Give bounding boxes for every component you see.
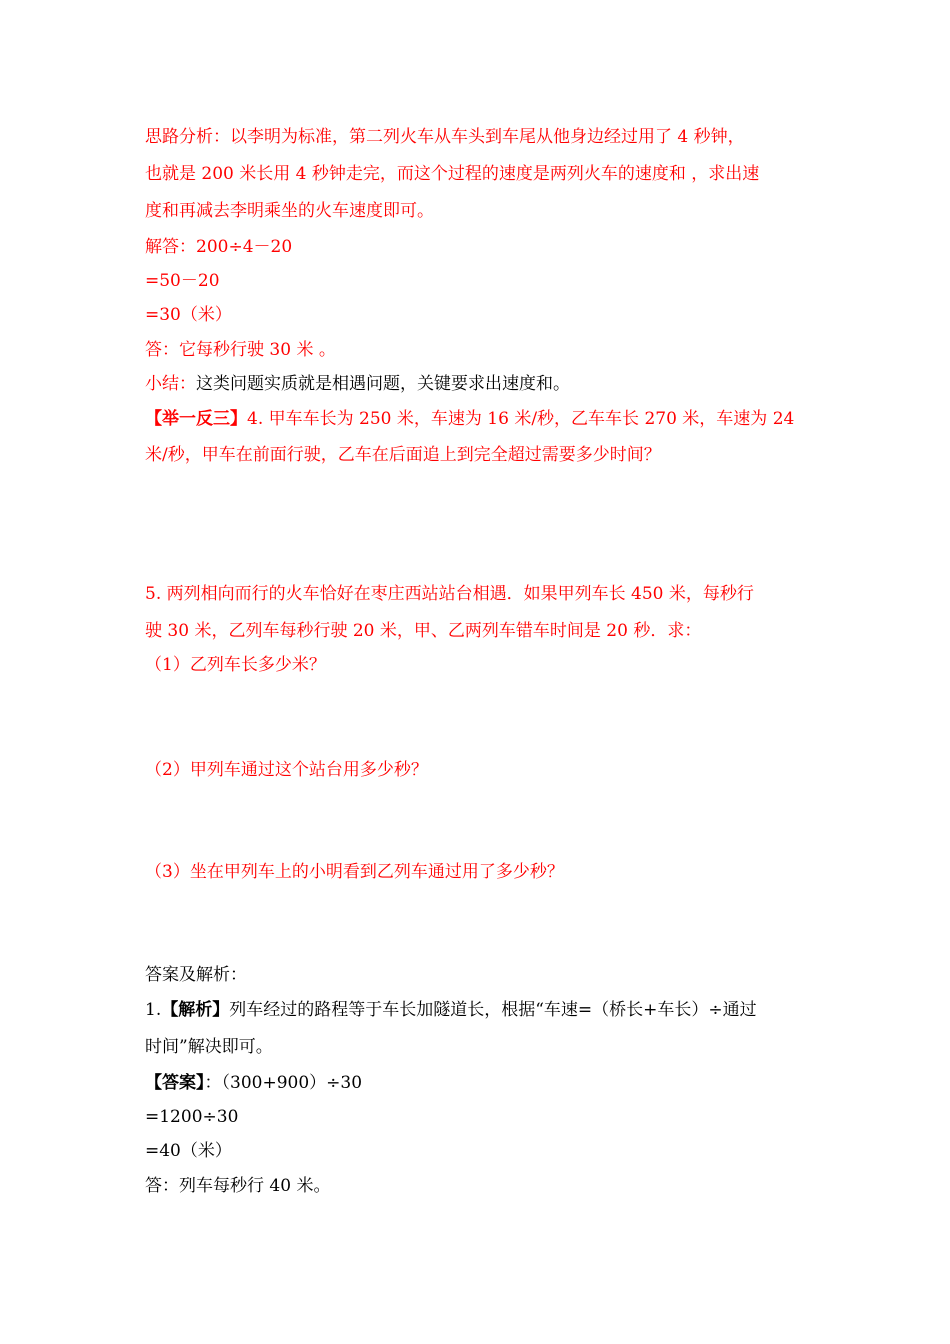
analysis-line-2: 也就是 200 米长用 4 秒钟走完，而这个过程的速度是两列火车的速度和 ，求出速: [145, 164, 760, 184]
practice-tag: 【举一反三】: [145, 409, 247, 429]
analysis-tag: 【解析】: [161, 1000, 230, 1020]
answer-1-final: 答：列车每秒行 40 米。: [145, 1176, 331, 1196]
problem-5-line-2: 驶 30 米，乙列车每秒行驶 20 米，甲、乙两列车错车时间是 20 秒．求：: [145, 621, 702, 641]
answer-1-answer-line-2: =1200÷30: [145, 1107, 239, 1127]
answer-1-formula: ：（300+900）÷30: [204, 1073, 363, 1093]
answers-heading: 答案及解析：: [145, 965, 247, 985]
problem-5-question-3: （3）坐在甲列车上的小明看到乙列车通过用了多少秒？: [145, 862, 564, 882]
solution-answer: 答：它每秒行驶 30 米 。: [145, 340, 336, 360]
summary-text: 这类问题实质就是相遇问题，关键要求出速度和。: [196, 374, 570, 394]
summary: [145, 374, 570, 394]
answer-1-answer-line-1: [145, 1073, 362, 1093]
answer-tag: 【答案】: [145, 1073, 205, 1093]
answer-1-text-1: 列车经过的路程等于车长加隧道长，根据“车速=（桥长+车长）÷通过: [229, 1000, 757, 1020]
analysis-line-3: 度和再减去李明乘坐的火车速度即可。: [145, 201, 434, 221]
answer-1-answer-line-3: =40（米）: [145, 1141, 232, 1161]
problem-5-question-1: （1）乙列车长多少米？: [145, 655, 326, 675]
answer-1-line-1: [145, 1000, 757, 1020]
solution-line-2: =50－20: [145, 271, 220, 291]
summary-label: 小结：: [145, 374, 196, 394]
solution-line-1: 解答：200÷4－20: [145, 237, 293, 257]
problem-5-line-1: 5. 两列相向而行的火车恰好在枣庄西站站台相遇．如果甲列车长 450 米，每秒行: [145, 584, 754, 604]
solution-line-3: =30（米）: [145, 305, 232, 325]
analysis-line-1: 思路分析：以李明为标准，第二列火车从车头到车尾从他身边经过用了 4 秒钟，: [145, 127, 745, 147]
problem-5-question-2: （2）甲列车通过这个站台用多少秒？: [145, 760, 428, 780]
practice-4-line-2: 米/秒，甲车在前面行驶，乙车在后面追上到完全超过需要多少时间？: [145, 445, 661, 465]
practice-4-line-1: [145, 409, 794, 429]
answer-1-number: 1.: [145, 1000, 162, 1020]
answer-1-line-2: 时间”解决即可。: [145, 1037, 273, 1057]
practice-4-text-1: 4. 甲车车长为 250 米，车速为 16 米/秒，乙车车长 270 米，车速为 24: [247, 409, 795, 429]
